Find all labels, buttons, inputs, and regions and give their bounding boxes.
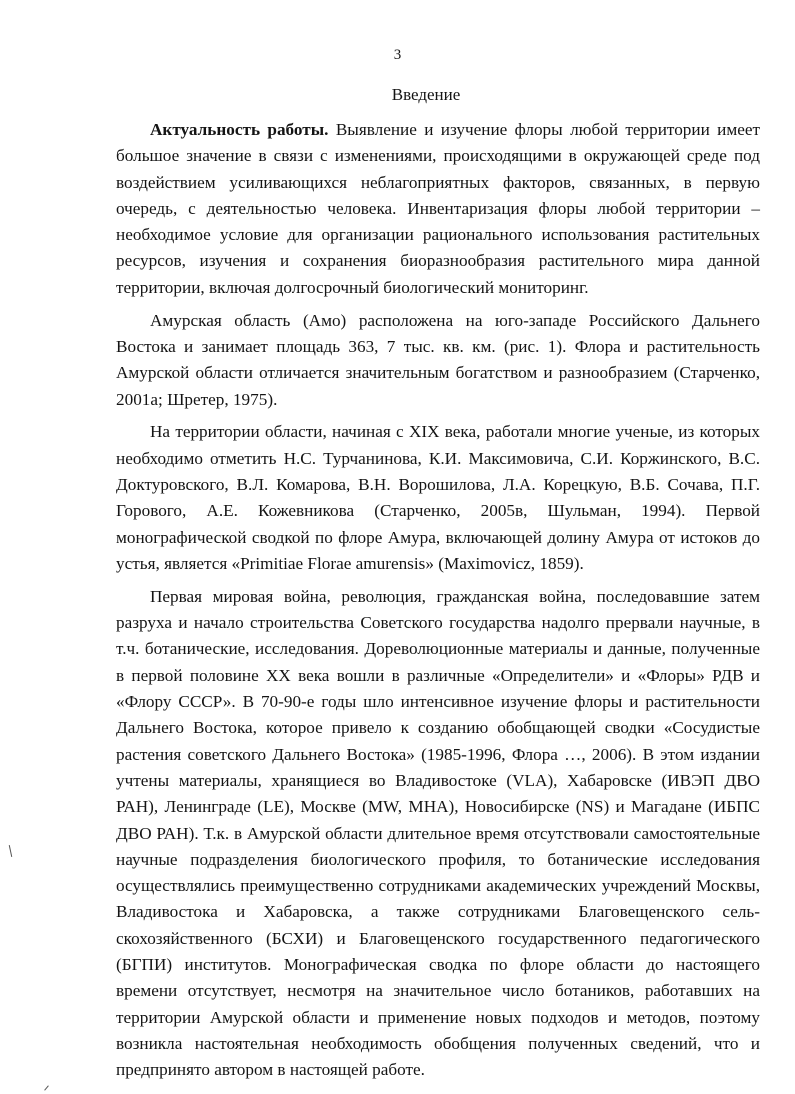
paragraph-history bbox=[116, 419, 760, 577]
section-heading: Введение bbox=[391, 85, 461, 104]
scan-mark bbox=[9, 845, 12, 857]
paragraph-text: Первая мировая война, революция, гражданская война, последовавшие затем разруха и начало строительства Советского государства надолго прервали научные, в т.ч. ботанические, исследования. Дореволюционные материалы и данные, полученные в первой половине XX века вошли в различные «Определители» и «Флоры» РДВ и «Флору СССР». В 70-90-е годы шло интенсивное изучение флоры и растительности Дальнего Востока, которое привело к созданию обобщающей сводки «Сосудистые растения советского Дальнего Востока» (1985-1996, Флора …, 2006). В этом издании учтены материалы, хранящиеся во Владивостоке (VLA), Хабаровске (ИВЭП ДВО РАН), Ленинграде (LE), Москве (MW, MHA), Новосибирске (NS) и Магадане (ИБПС ДВО РАН). Т.к. в Амурской области длительное время отсутствовали самостоятельные научные подразделения биологического профиля, то ботанические исследования осуществлялись преимущественно сотрудниками академических учреждений Москвы, Владивостока и Хабаровска, а также сотрудниками Благовещенского сельскохозяйственного (БСХИ) и Благовещенского государственного педагогического (БГПИ) институтов. Монографическая сводка по флоре области до настоящего времени отсутствует, несмотря на значительное число ботаников, работавших на территории Амурской области и применение новых подходов и методов, поэтому возникла настоятельная необходимость обобщения полученных сведений, что и предпринято автором в настоящей работе. bbox=[116, 586, 760, 1080]
scan-mark bbox=[44, 1085, 49, 1090]
paragraph-text: Амурская область (Амо) расположена на юго-западе Российского Дальнего Востока и занимает площадь 363, 7 тыс. кв. км. (рис. 1). Флора и растительность Амурской области отличается значительным богатством и разнообразием (Старченко, 2001а; Шретер, 1975). bbox=[116, 310, 760, 409]
text-body bbox=[116, 117, 760, 1083]
paragraph-soviet-period bbox=[116, 584, 760, 1084]
paragraph-text: Выявление и изучение флоры любой территории имеет большое значение в связи с изменениями, происходящими в окружающей среде под воздействием усиливающихся неблагоприятных факторов, связанных, в первую очередь, с деятельностью человека. Инвентаризация флоры любой территории – необходимое условие для организации рационального использования растительных ресурсов, изучения и сохранения биоразнообразия растительного мира данной территории, включая долгосрочный биологический мониторинг. bbox=[116, 120, 760, 297]
paragraph-lead: Актуальность работы. bbox=[150, 120, 329, 139]
paragraph-text: На территории области, начиная с XIX века, работали многие ученые, из которых необходимо отметить Н.С. Турчанинова, К.И. Максимовича, С.И. Коржинского, В.С. Доктуровского, В.Л. Комарова, В.Н. Ворошилова, Л.А. Корецкую, В.Б. Сочава, П.Г. Горового, А.Е. Кожевникова (Старченко, 2005в, Шульман, 1994). Первой монографической сводкой по флоре Амура, включающей долину Амура от истоков до устья, является «Primitiae Florae amurensis» (Maximovicz, 1859). bbox=[116, 422, 760, 573]
paragraph-relevance bbox=[116, 117, 760, 301]
paragraph-region bbox=[116, 308, 760, 413]
page-number: 3 bbox=[393, 47, 402, 63]
